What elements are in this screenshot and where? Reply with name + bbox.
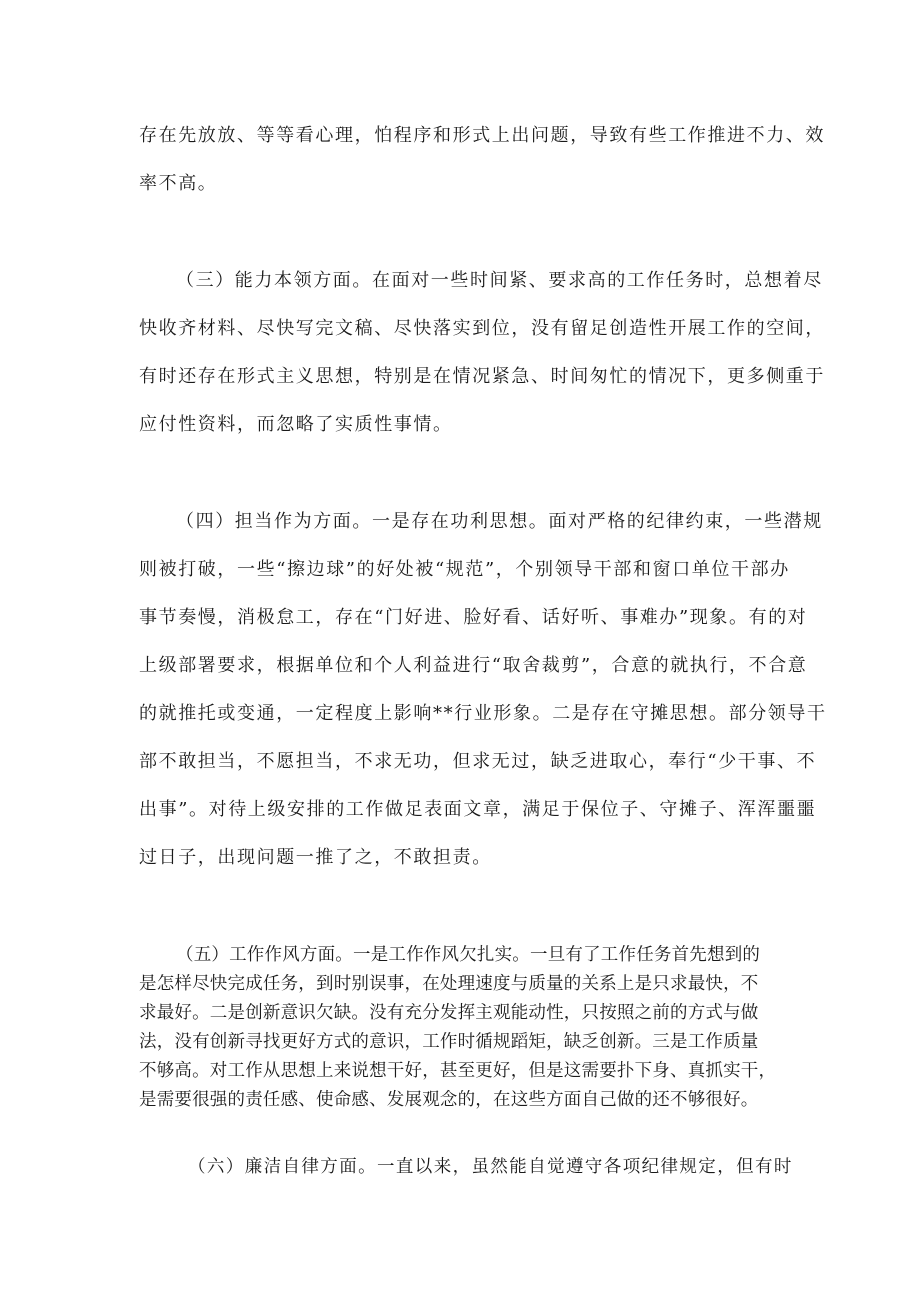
- paragraph-3-line-1: （四）担当作为方面。一是存在功利思想。面对严格的纪律约束，一些潜规: [176, 511, 823, 532]
- paragraph-3-line-7: 出事”。对待上级安排的工作做足表面文章，满足于保位子、守摊子、浑浑噩噩: [139, 799, 817, 820]
- paragraph-4-line-3: 求最好。二是创新意识欠缺。没有充分发挥主观能动性，只按照之前的方式与做: [139, 1003, 759, 1023]
- paragraph-3-line-5: 的就推托或变通，一定程度上影响**行业形象。二是存在守摊思想。部分领导干: [139, 703, 827, 724]
- paragraph-3-line-3: 事节奏慢，消极怠工，存在“门好进、脸好看、话好听、事难办”现象。有的对: [139, 607, 808, 628]
- paragraph-4-line-4: 法，没有创新寻找更好方式的意识，工作时循规蹈矩，缺乏创新。三是工作质量: [139, 1032, 759, 1052]
- paragraph-3-line-6: 部不敢担当，不愿担当，不求无功，但求无过，缺乏进取心，奉行“少干事、不: [139, 751, 817, 772]
- paragraph-5-line-1: （六）廉洁自律方面。一直以来，虽然能自觉遵守各项纪律规定，但有时: [188, 1157, 793, 1177]
- paragraph-2-line-1: （三）能力本领方面。在面对一些时间紧、要求高的工作任务时，总想着尽: [176, 270, 823, 291]
- paragraph-2-line-3: 有时还存在形式主义思想，特别是在情况紧急、时间匆忙的情况下，更多侧重于: [139, 366, 825, 387]
- paragraph-3-line-8: 过日子，出现问题一推了之，不敢担责。: [139, 847, 492, 868]
- paragraph-3-line-2: 则被打破，一些“擦边球”的好处被“规范”，个别领导干部和窗口单位干部办: [139, 559, 790, 580]
- paragraph-1-line-2: 率不高。: [139, 173, 218, 194]
- paragraph-3-line-4: 上级部署要求，根据单位和个人利益进行“取舍裁剪”，合意的就执行，不合意: [139, 655, 808, 676]
- paragraph-2-line-4: 应付性资料，而忽略了实质性事情。: [139, 414, 453, 435]
- paragraph-2-line-2: 快收齐材料、尽快写完文稿、尽快落实到位，没有留足创造性开展工作的空间，: [139, 318, 825, 339]
- paragraph-4-line-6: 是需要很强的责任感、使命感、发展观念的，在这些方面自己做的还不够很好。: [139, 1090, 759, 1110]
- paragraph-4-line-5: 不够高。对工作从思想上来说想干好，甚至更好，但是这需要扑下身、真抓实干，: [139, 1061, 777, 1081]
- paragraph-4-line-1: （五）工作作风方面。一是工作作风欠扎实。一旦有了工作任务首先想到的: [176, 945, 761, 965]
- paragraph-4-line-2: 是怎样尽快完成任务，到时别误事，在处理速度与质量的关系上是只求最快，不: [139, 974, 759, 994]
- paragraph-1-line-1: 存在先放放、等等看心理，怕程序和形式上出问题，导致有些工作推进不力、效: [139, 125, 825, 146]
